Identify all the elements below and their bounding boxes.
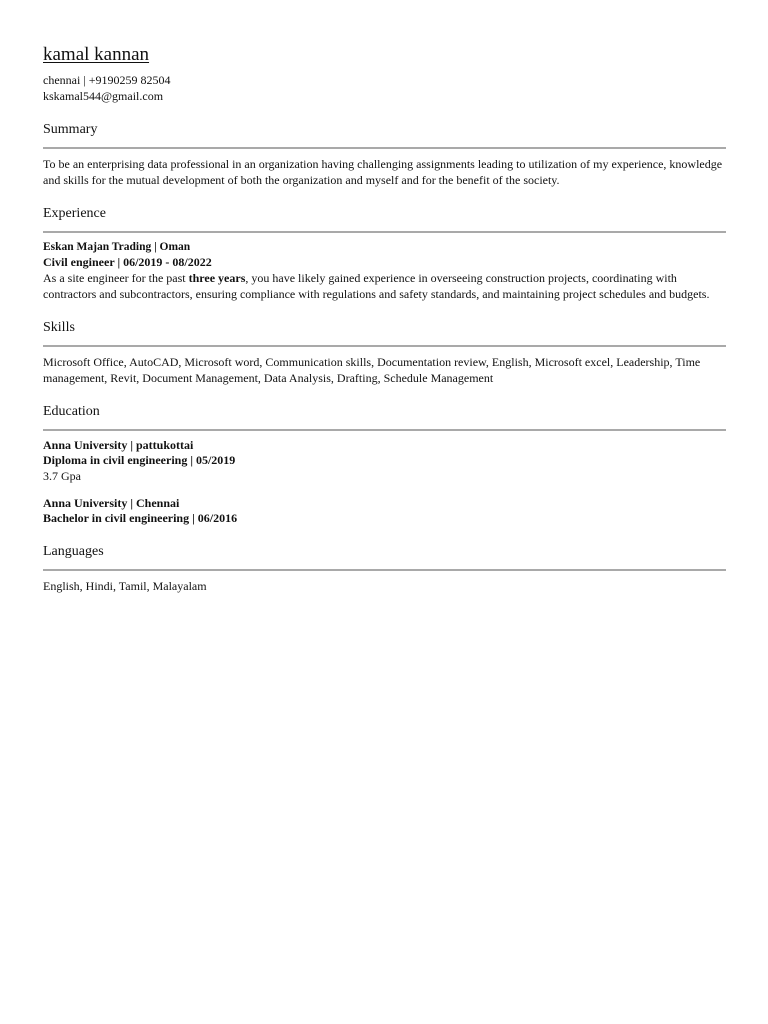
section-divider xyxy=(43,231,726,233)
education-section xyxy=(43,403,726,526)
education-heading: Education xyxy=(43,404,100,419)
section-divider xyxy=(43,429,726,431)
job-description-end: , you have likely gained experience in overseeing construction projects, coordinating with contractors and subcontractors, ensuring compliance with regulations and safety standards, and maintaining project schedules and budgets. xyxy=(43,271,710,301)
institution: Anna University | pattukottai xyxy=(43,438,194,452)
job-description-start: As a site engineer for the past xyxy=(43,271,189,285)
summary-text: To be an enterprising data professional in an organization having challenging assignments leading to utilization of my experience, knowledge and skills for the mutual development of both the organization and myself and for the benefit of the society. xyxy=(43,157,723,187)
experience-heading: Experience xyxy=(43,206,106,221)
languages-heading: Languages xyxy=(43,544,104,559)
skills-heading: Skills xyxy=(43,320,75,335)
job-title-dates: Civil engineer | 06/2019 - 08/2022 xyxy=(43,255,212,269)
skills-list: Microsoft Office, AutoCAD, Microsoft word, Communication skills, Documentation review, English, Microsoft excel, Leadership, Time management, Revit, Document Management, Data Analysis, Drafting, Schedule Management xyxy=(43,355,701,385)
institution: Anna University | Chennai xyxy=(43,496,180,510)
section-divider xyxy=(43,569,726,571)
section-divider xyxy=(43,345,726,347)
summary-section xyxy=(43,121,726,188)
degree-date: Bachelor in civil engineering | 06/2016 xyxy=(43,511,238,525)
education-entry xyxy=(43,496,726,526)
employer: Eskan Majan Trading | Oman xyxy=(43,241,191,253)
skills-section xyxy=(43,319,726,386)
grade: 3.7 Gpa xyxy=(43,469,81,483)
education-entry xyxy=(43,438,726,484)
experience-section xyxy=(43,205,726,302)
section-divider xyxy=(43,147,726,149)
email-address: kskamal544@gmail.com xyxy=(43,89,164,103)
degree-date: Diploma in civil engineering | 05/2019 xyxy=(43,453,236,467)
summary-heading: Summary xyxy=(43,122,98,137)
candidate-name: kamal kannan xyxy=(43,44,150,65)
job-description xyxy=(43,270,726,302)
entry-spacer xyxy=(43,484,726,496)
languages-section xyxy=(43,543,726,594)
location-phone: chennai | +9190259 82504 xyxy=(43,73,171,87)
languages-list: English, Hindi, Tamil, Malayalam xyxy=(43,579,207,593)
job-description-highlight: three years xyxy=(188,271,246,285)
resume-header xyxy=(43,44,726,104)
experience-entry xyxy=(43,240,726,302)
